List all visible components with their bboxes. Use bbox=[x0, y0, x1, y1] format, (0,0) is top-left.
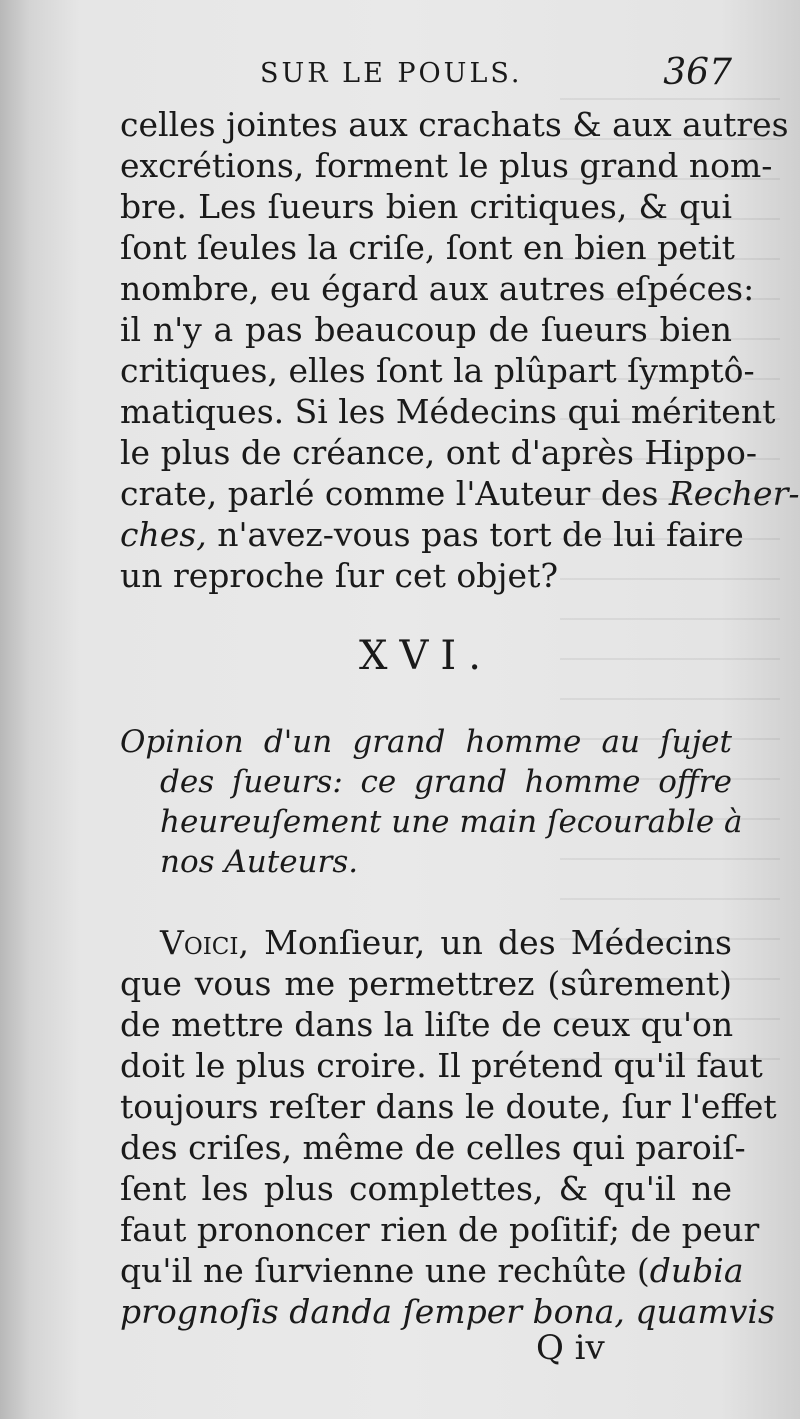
text-line: critiques, elles ſont la plûpart ſymptô- bbox=[120, 351, 755, 390]
first-word: Voici, bbox=[160, 923, 249, 962]
text-line: doit le plus croire. Il prétend qu'il faut bbox=[120, 1046, 763, 1085]
text-segment: qu'il ne ſurvienne une rechûte ( bbox=[120, 1251, 650, 1290]
text-line: nombre, eu égard aux autres eſpéces: bbox=[120, 269, 755, 308]
text-segment: Monſieur, un des Médecins bbox=[264, 923, 732, 962]
summary-line: heureuſement une main ſecourable à bbox=[160, 804, 743, 840]
text-line bbox=[120, 514, 744, 555]
italic-title: ches, bbox=[120, 515, 207, 554]
section-number: XVI. bbox=[359, 633, 493, 679]
italic-quote-line: prognoſis danda ſemper bona, quamvis bbox=[120, 1292, 775, 1331]
signature-mark: Q iv bbox=[536, 1328, 605, 1368]
text-line: des criſes, même de celles qui paroiſ- bbox=[120, 1128, 746, 1167]
summary-line: Opinion d'un grand homme au ſujet bbox=[120, 724, 732, 760]
text-line: que vous me permettrez (sûrement) bbox=[120, 964, 732, 1003]
text-line: bre. Les ſueurs bien critiques, & qui bbox=[120, 187, 732, 226]
text-line bbox=[120, 1250, 744, 1291]
text-line: de mettre dans la liſte de ceux qu'on bbox=[120, 1005, 734, 1044]
text-segment: n'avez-vous pas tort de lui faire bbox=[217, 515, 744, 554]
text-line: le plus de créance, ont d'après Hippo- bbox=[120, 433, 757, 472]
summary-line: des ſueurs: ce grand homme offre bbox=[160, 764, 732, 800]
text-line: matiques. Si les Médecins qui méritent bbox=[120, 392, 776, 431]
italic-quote: dubia bbox=[649, 1251, 744, 1290]
text-line: celles jointes aux crachats & aux autres bbox=[120, 105, 789, 144]
page-number: 367 bbox=[663, 52, 732, 93]
text-line: un reproche ſur cet objet? bbox=[120, 556, 559, 595]
text-line bbox=[120, 922, 732, 963]
text-segment: crate, parlé comme l'Auteur des bbox=[120, 474, 659, 513]
text-line: ſont ſeules la criſe, ſont en bien petit bbox=[120, 228, 735, 267]
text-line: excrétions, forment le plus grand nom- bbox=[120, 146, 773, 185]
text-line: toujours reſter dans le doute, ſur l'effet bbox=[120, 1087, 777, 1126]
summary-line: nos Auteurs. bbox=[160, 844, 359, 880]
text-line: faut prononcer rien de poſitif; de peur bbox=[120, 1210, 760, 1249]
text-line: il n'y a pas beaucoup de ſueurs bien bbox=[120, 310, 732, 349]
running-head bbox=[120, 52, 732, 96]
text-line bbox=[120, 473, 800, 514]
paragraph-2 bbox=[120, 922, 777, 1332]
italic-title: Recher- bbox=[668, 474, 800, 513]
paragraph-1 bbox=[120, 104, 800, 596]
running-title: SUR LE POULS. bbox=[260, 58, 523, 89]
section-summary bbox=[120, 722, 743, 882]
text-line: ſent les plus complettes, & qu'il ne bbox=[120, 1169, 732, 1208]
